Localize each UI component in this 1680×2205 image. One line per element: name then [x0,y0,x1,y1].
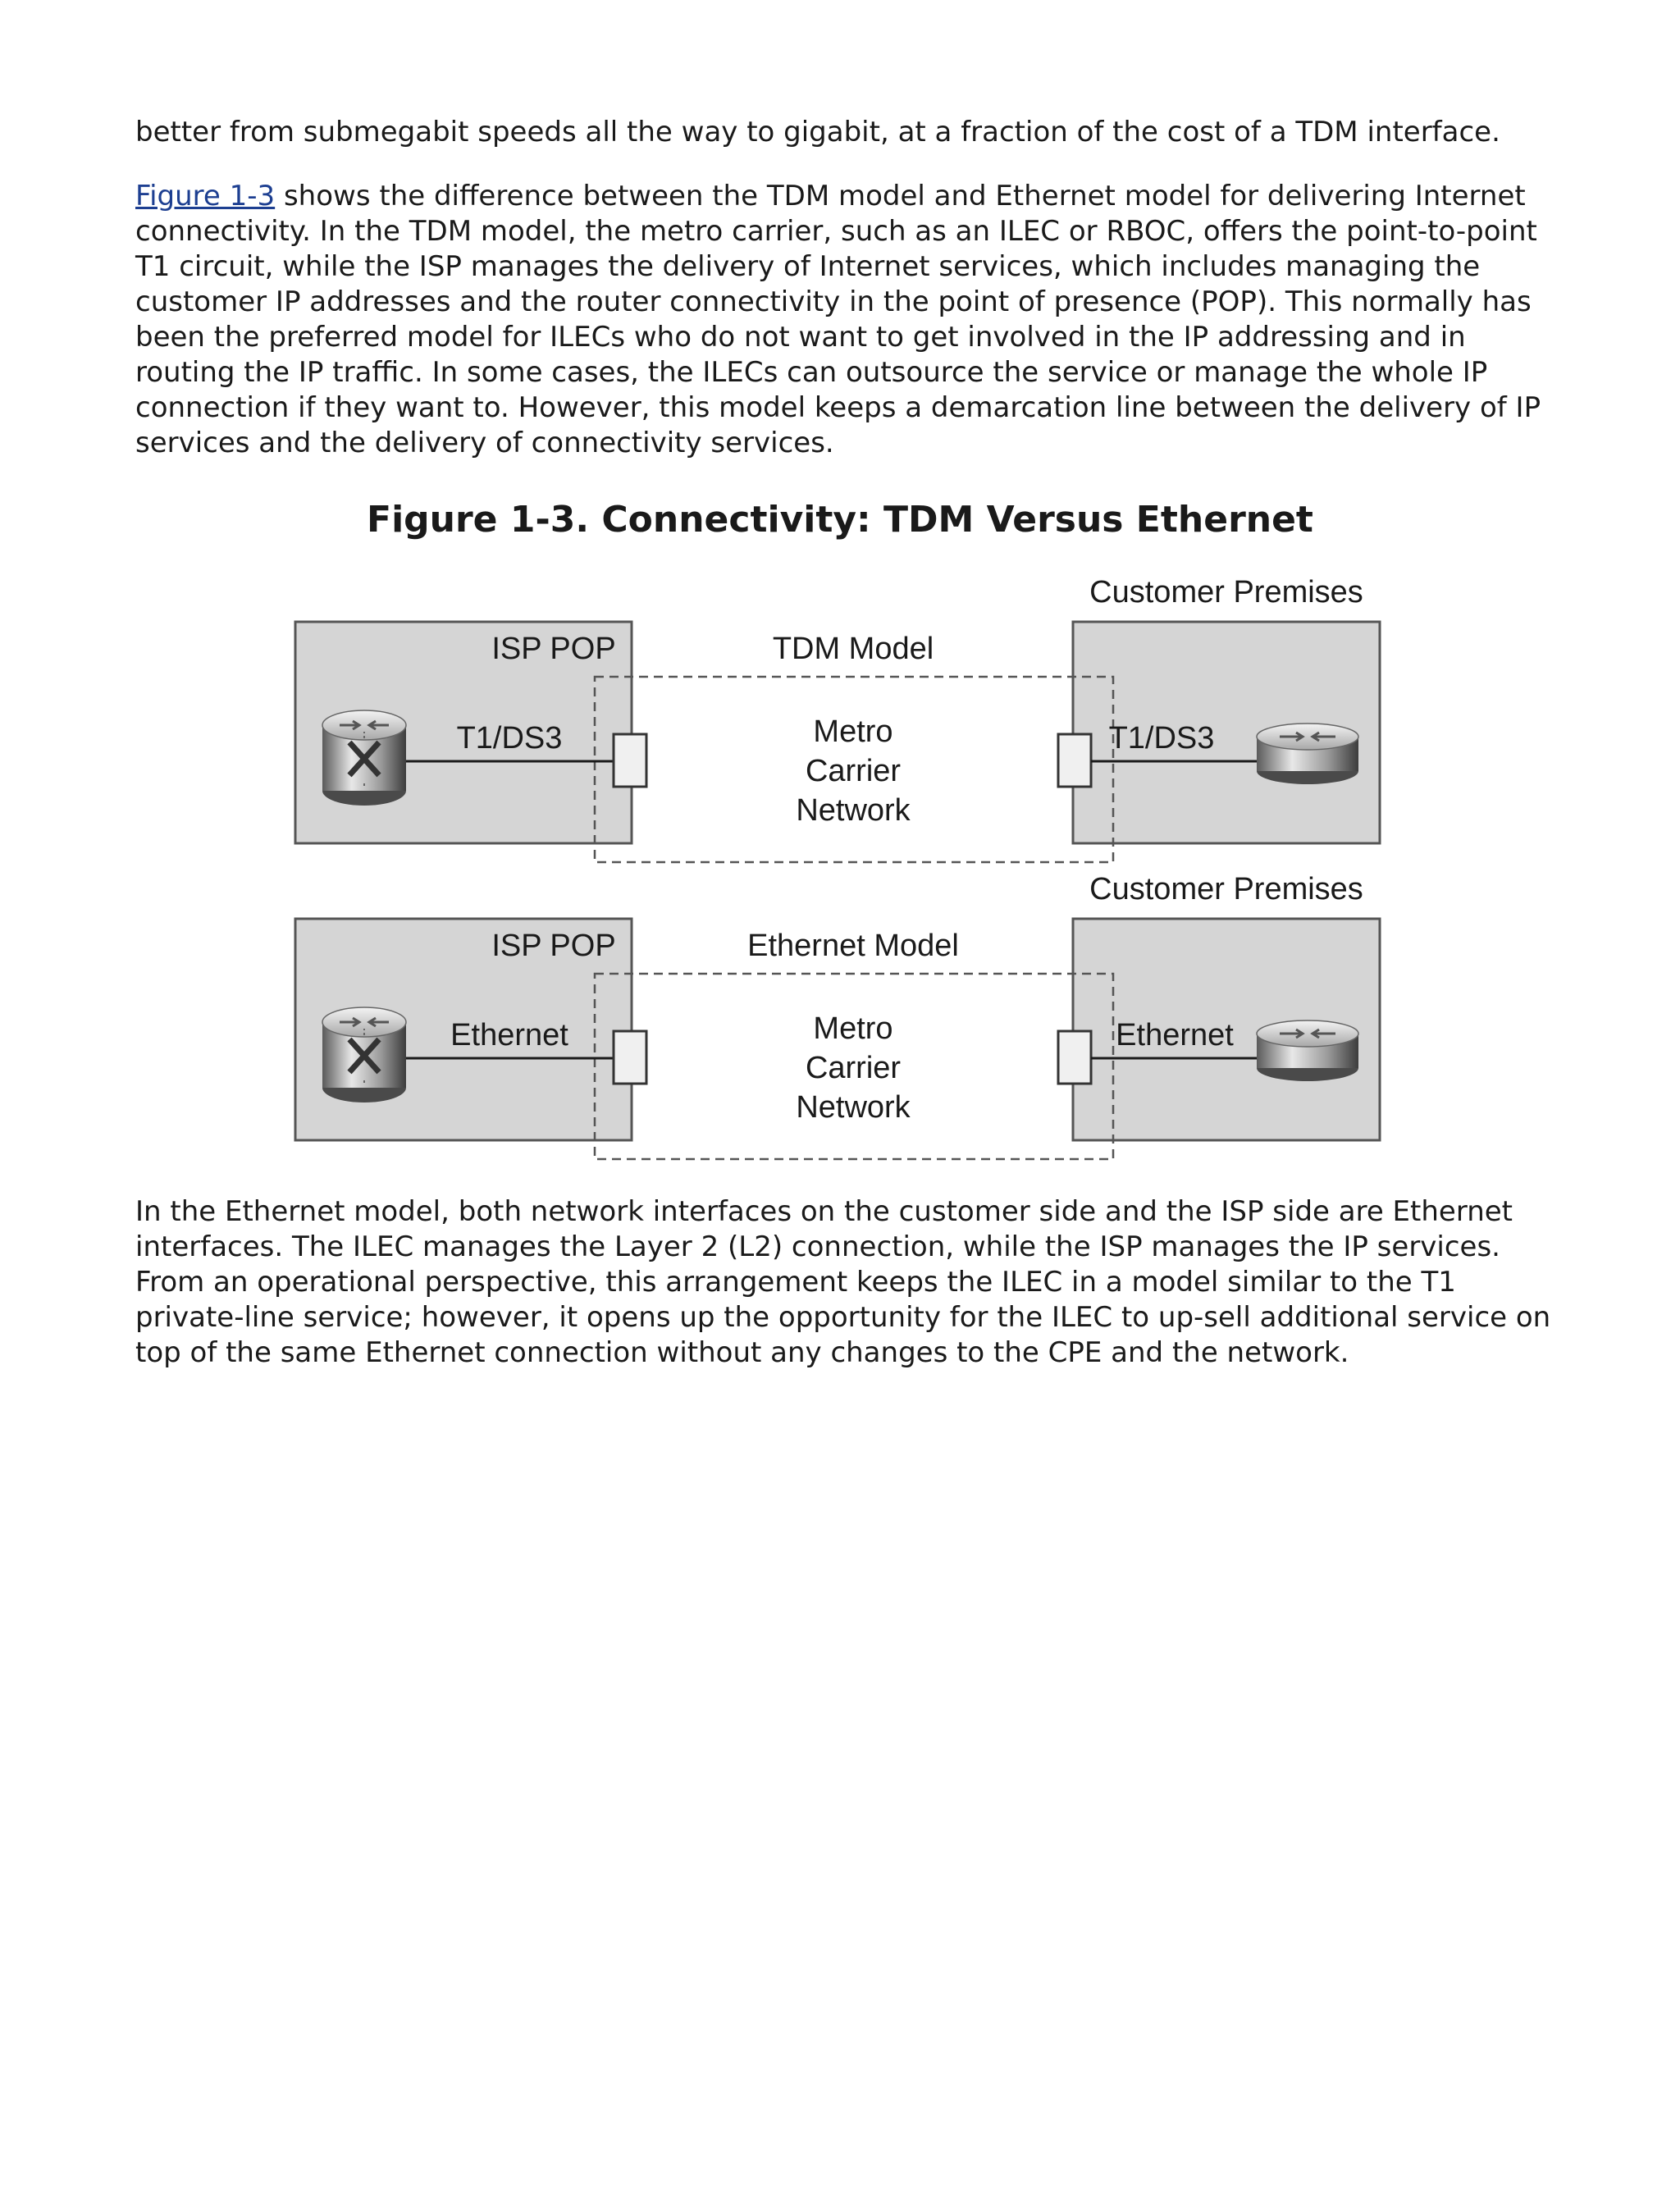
intro-paragraph: better from submegabit speeds all the way to gigabit, at a fraction of the cost of a TDM interface. [135,116,1500,148]
tdm-model-section [295,575,1380,862]
tdm-customer-interface-port [1058,734,1091,787]
tdm-model-label: TDM Model [772,632,934,666]
ethernet-customer-router-icon [1257,1020,1358,1081]
ethernet-customer-interface-port [1058,1031,1091,1084]
tdm-customer-link-label: T1/DS3 [1108,721,1215,756]
tdm-isp-router-icon [322,710,406,806]
ethernet-isp-router-icon [322,1007,406,1102]
ethernet-isp-interface-port [614,1031,646,1084]
figure-1-3-link[interactable]: Figure 1-3 [135,180,276,212]
ethernet-model-paragraph: In the Ethernet model, both network interfaces on the customer side and the ISP side are Ethernet interfaces. The ILEC manages the Layer 2 (L2) connection, while the ISP manages the IP services. From an operational perspective, this arrangement keeps the ILEC in a model similar to the T1 private-line service; however, it opens up the opportunity for the ILEC to up-sell additional service on top of the same Ethernet connection without any changes to the CPE and the network. [135,1195,1551,1369]
tdm-customer-router-icon [1257,724,1358,784]
tdm-metro-label-line1: Metro [813,714,893,749]
ethernet-customer-premises-label: Customer Premises [1089,872,1363,906]
tdm-customer-premises-label: Customer Premises [1089,575,1363,609]
tdm-metro-label-line2: Carrier [805,754,902,788]
ethernet-customer-link-label: Ethernet [1116,1018,1234,1052]
ethernet-metro-label-line1: Metro [813,1011,893,1046]
ethernet-model-section [295,872,1380,1159]
ethernet-metro-label-line2: Carrier [805,1051,902,1085]
figure-description-paragraph [135,179,1563,461]
tdm-isp-pop-label: ISP POP [491,632,616,666]
tdm-isp-interface-port [614,734,646,787]
tdm-isp-link-label: T1/DS3 [456,721,563,756]
tdm-metro-label-line3: Network [796,793,911,828]
figure-title: Figure 1-3. Connectivity: TDM Versus Ethernet [367,499,1313,541]
ethernet-model-label: Ethernet Model [747,929,959,963]
connectivity-diagram [279,574,1411,1173]
figure-description-text: shows the difference between the TDM model and Ethernet model for delivering Internet connectivity. In the TDM model, the metro carrier, such as an ILEC or RBOC, offers the point-to-point T1 circuit, while the ISP manages the delivery of Internet services, which includes managing the customer IP addresses and the router connectivity in the point of presence (POP). This normally has been the preferred model for ILECs who do not want to get involved in the IP addressing and in routing the IP traffic. In some cases, the ILECs can outsource the service or manage the whole IP connection if they want to. However, this model keeps a demarcation line between the delivery of IP services and the delivery of connectivity services. [135,180,1541,459]
ethernet-isp-pop-label: ISP POP [491,929,616,963]
ethernet-metro-label-line3: Network [796,1090,911,1125]
ethernet-isp-link-label: Ethernet [450,1018,568,1052]
